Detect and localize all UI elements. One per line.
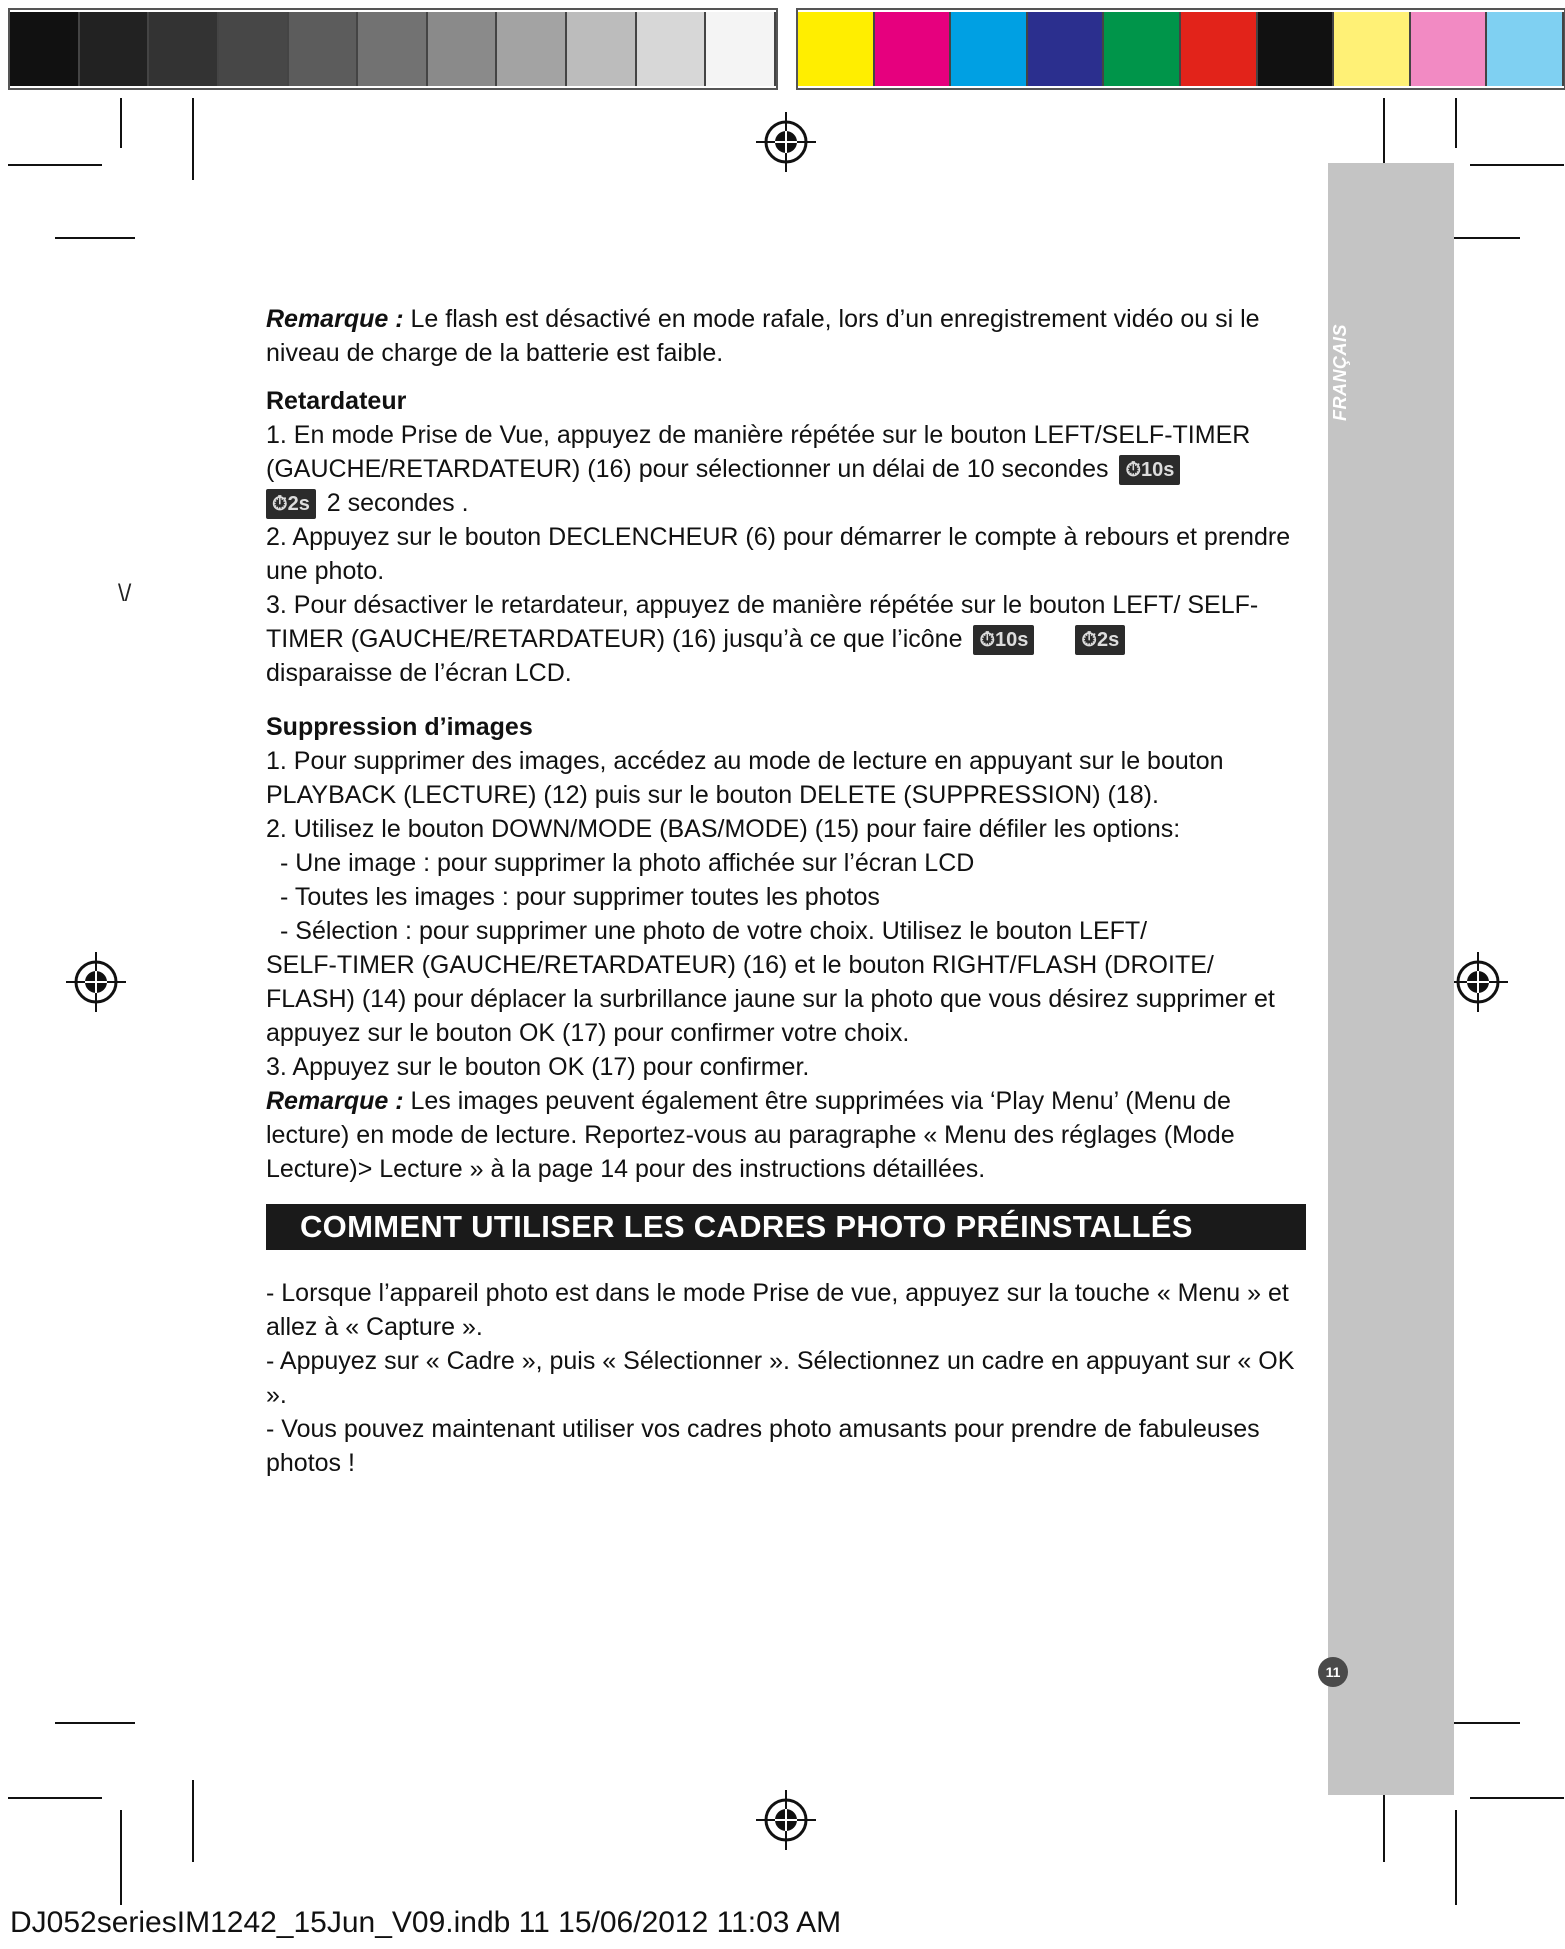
color-swatch [1181,12,1258,86]
frames-instructions [266,1276,1306,1480]
color-swatch [798,12,875,86]
gray-swatch [358,12,428,86]
gray-swatch [497,12,567,86]
crop-mark [192,1780,194,1862]
option-item-continued: SELF-TIMER (GAUCHE/RETARDATEUR) (16) et le bouton RIGHT/FLASH (DROITE/ FLASH) (14) pour déplacer la surbrillance jaune sur la photo que vous désirez supprimer et appuyez sur le bouton OK (17) pour confirmer votre choix. [266,951,1275,1047]
timer-2s-icon: ⏱2s [266,489,316,519]
step-text: 1. En mode Prise de Vue, appuyez de manière répétée sur le bouton LEFT/SELF-TIMER (GAUCHE/RETARDATEUR) (16) pour sélectionner un délai de 10 secondes [266,421,1251,483]
grayscale-color-bar [10,12,776,86]
registration-mark-icon [756,1790,816,1850]
section-banner: COMMENT UTILISER LES CADRES PHOTO PRÉINSTALLÉS [266,1204,1306,1250]
instruction-step: 3. Appuyez sur le bouton OK (17) pour confirmer. [266,1053,810,1081]
gray-swatch [219,12,289,86]
print-slug: DJ052seriesIM1242_15Jun_V09.indb 11 15/06/2012 11:03 AM [10,1906,842,1939]
section-title-suppression: Suppression d’images [266,713,533,741]
crop-mark [55,237,135,239]
section-title-retardateur: Retardateur [266,387,407,415]
crop-mark [120,98,122,148]
step-text: 2 secondes . [319,489,469,517]
note-paragraph [266,302,1306,370]
instruction-step [266,588,1306,690]
gray-swatch [289,12,359,86]
color-swatch [1411,12,1488,86]
gray-swatch [637,12,707,86]
timer-10s-icon: ⏱10s [973,625,1034,655]
instruction-step: 2. Appuyez sur le bouton DECLENCHEUR (6) pour démarrer le compte à rebours et prendre une photo. [266,523,1291,585]
color-calibration-bar [798,12,1564,86]
instruction-step: - Vous pouvez maintenant utiliser vos cadres photo amusants pour prendre de fabuleuses photos ! [266,1415,1260,1477]
note-label: Remarque : [266,1087,404,1115]
crop-mark [1455,98,1457,148]
color-swatch [1104,12,1181,86]
registration-mark-icon [66,952,126,1012]
crop-mark [1470,1797,1564,1799]
gray-swatch [10,12,80,86]
option-item: - Toutes les images : pour supprimer toutes les photos [280,883,880,911]
instruction-step: - Appuyez sur « Cadre », puis « Sélectionner ». Sélectionnez un cadre en appuyant sur « OK ». [266,1347,1295,1409]
note-text: Le flash est désactivé en mode rafale, lors d’un enregistrement vidéo ou si le niveau de charge de la batterie est faible. [266,305,1260,367]
instruction-step [266,418,1306,520]
instruction-step: 1. Pour supprimer des images, accédez au mode de lecture en appuyant sur le bouton PLAYBACK (LECTURE) (12) puis sur le bouton DELETE (SUPPRESSION) (18). [266,747,1224,809]
color-swatch [1258,12,1335,86]
option-item: - Une image : pour supprimer la photo affichée sur l’écran LCD [280,849,975,877]
color-swatch [875,12,952,86]
color-swatch [1028,12,1105,86]
instruction-step: 2. Utilisez le bouton DOWN/MODE (BAS/MODE) (15) pour faire défiler les options: [266,815,1181,843]
page-number: 11 [1318,1657,1348,1687]
step-text: disparaisse de l’écran LCD. [266,659,572,687]
gray-swatch [706,12,776,86]
step-text: 3. Pour désactiver le retardateur, appuyez de manière répétée sur le bouton LEFT/ SELF-TIMER (GAUCHE/RETARDATEUR) (16) jusqu’à ce que l’icône [266,591,1259,653]
gray-swatch [149,12,219,86]
color-swatch [1487,12,1564,86]
note-label: Remarque : [266,305,404,333]
timer-2s-icon: ⏱2s [1075,625,1125,655]
crop-mark [1455,1810,1457,1905]
option-item: - Sélection : pour supprimer une photo de votre choix. Utilisez le bouton LEFT/ [280,917,1148,945]
crop-mark [55,1722,135,1724]
crop-mark [8,1797,102,1799]
color-swatch [1334,12,1411,86]
gray-swatch [80,12,150,86]
registration-mark-icon [1448,952,1508,1012]
gray-swatch [428,12,498,86]
crop-mark [120,1810,122,1905]
margin-mark: \/ [118,580,132,607]
crop-mark [1470,164,1564,166]
crop-mark [192,98,194,180]
note-paragraph [266,1084,1306,1186]
timer-10s-icon: ⏱10s [1119,455,1180,485]
registration-mark-icon [756,112,816,172]
page-content [266,302,1306,1480]
note-text: Les images peuvent également être supprimées via ‘Play Menu’ (Menu de lecture) en mode de lecture. Reportez-vous au paragraphe « Menu des réglages (Mode Lecture)> Lecture » à la page 14 pour des instructions détaillées. [266,1087,1235,1183]
instruction-step: - Lorsque l’appareil photo est dans le mode Prise de vue, appuyez sur la touche « Menu » et allez à « Capture ». [266,1279,1289,1341]
color-swatch [951,12,1028,86]
language-label: FRANÇAIS [1330,324,1350,422]
gray-swatch [567,12,637,86]
crop-mark [8,164,102,166]
